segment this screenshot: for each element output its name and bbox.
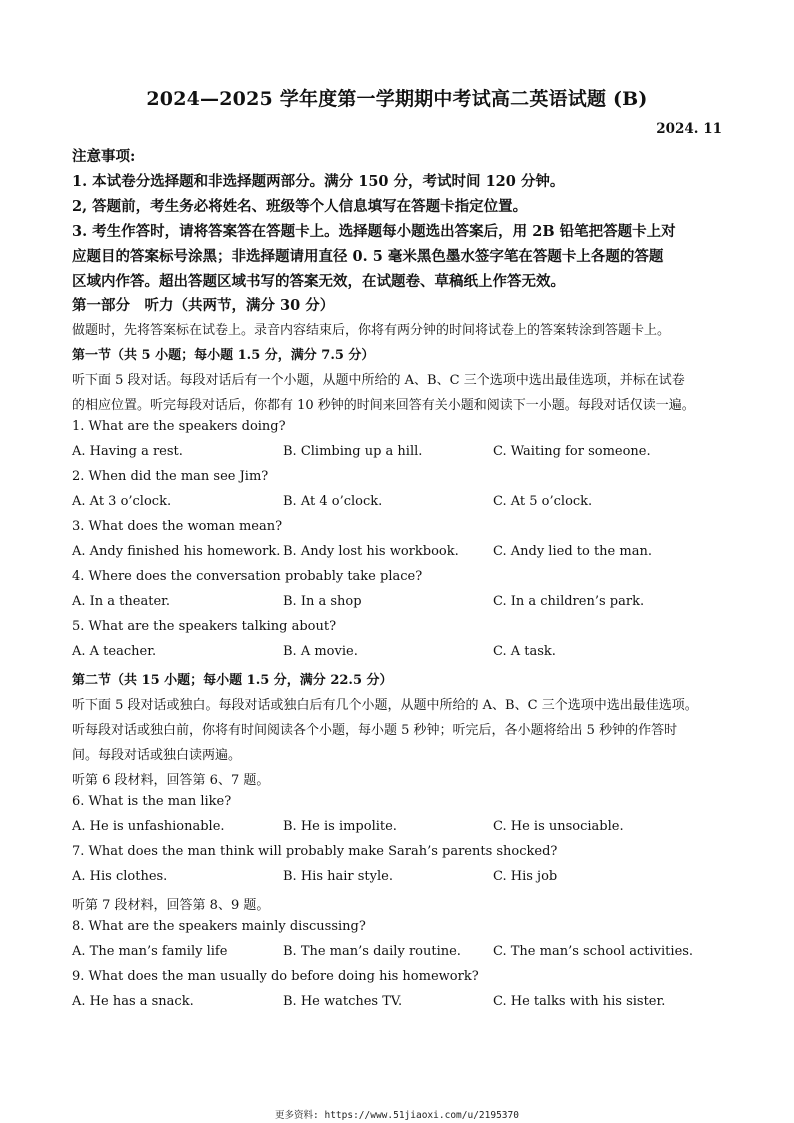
question-7: 7. What does the man think will probably make Sarah’s parents shocked? (72, 844, 558, 859)
q9-option-a: A. He has a snack. (72, 994, 194, 1009)
question-3: 3. What does the woman mean? (72, 519, 283, 534)
footer-link[interactable]: 更多资料: https://www.51jiaoxi.com/u/2195370 (275, 1110, 519, 1121)
q3-option-a: A. Andy finished his homework. (72, 544, 281, 559)
question-2: 2. When did the man see Jim? (72, 469, 269, 484)
q2-option-b: B. At 4 o’clock. (283, 494, 383, 509)
q9-option-c: C. He talks with his sister. (493, 994, 666, 1009)
q2-option-a: A. At 3 o’clock. (72, 494, 172, 509)
q8-option-b: B. The man’s daily routine. (283, 944, 461, 959)
q7-option-b: B. His hair style. (283, 869, 393, 884)
note-item-2: 2, 答题前，考生务必将姓名、班级等个人信息填写在答题卡指定位置。 (72, 198, 528, 215)
q5-option-b: B. A movie. (283, 644, 358, 659)
section1-instructions-line-1: 听下面 5 段对话。每段对话后有一个小题，从题中所给的 A、B、C 三个选项中选出最佳选项，并标在试卷 (72, 373, 685, 388)
q5-option-c: C. A task. (493, 644, 556, 659)
section1-instructions-line-2: 的相应位置。听完每段对话后，你都有 10 秒钟的时间来回答有关小题和阅读下一小题。每段对话仅读一遍。 (72, 398, 695, 413)
part1-heading: 第一部分 听力（共两节，满分 30 分） (72, 297, 335, 314)
note-item-1: 1. 本试卷分选择题和非选择题两部分。满分 150 分，考试时间 120 分钟。 (72, 173, 565, 190)
q9-option-b: B. He watches TV. (283, 994, 403, 1009)
section1-heading: 第一节（共 5 小题；每小题 1.5 分，满分 7.5 分） (72, 348, 375, 363)
q1-option-a: A. Having a rest. (72, 444, 183, 459)
q1-option-b: B. Climbing up a hill. (283, 444, 423, 459)
q8-option-a: A. The man’s family life (72, 944, 228, 959)
q3-option-c: C. Andy lied to the man. (493, 544, 652, 559)
q6-option-a: A. He is unfashionable. (72, 819, 225, 834)
question-8: 8. What are the speakers mainly discussing? (72, 919, 366, 934)
part1-intro: 做题时，先将答案标在试卷上。录音内容结束后，你将有两分钟的时间将试卷上的答案转涂到答题卡上。 (72, 323, 671, 338)
question-1: 1. What are the speakers doing? (72, 419, 286, 434)
q4-option-b: B. In a shop (283, 594, 362, 609)
q7-option-c: C. His job (493, 869, 558, 884)
q6-option-b: B. He is impolite. (283, 819, 397, 834)
q1-option-c: C. Waiting for someone. (493, 444, 651, 459)
q4-option-c: C. In a children’s park. (493, 594, 645, 609)
question-9: 9. What does the man usually do before doing his homework? (72, 969, 479, 984)
note-item-3-line-2: 应题目的答案标号涂黑；非选择题请用直径 0. 5 毫米黑色墨水签字笔在答题卡上各题的答题 (72, 248, 664, 265)
q2-option-c: C. At 5 o’clock. (493, 494, 593, 509)
note-item-3-line-1: 3. 考生作答时，请将答案答在答题卡上。选择题每小题选出答案后，用 2B 铅笔把答题卡上对 (72, 223, 676, 240)
section2-heading: 第二节（共 15 小题；每小题 1.5 分，满分 22.5 分） (72, 673, 393, 688)
q8-option-c: C. The man’s school activities. (493, 944, 694, 959)
q5-option-a: A. A teacher. (72, 644, 157, 659)
q3-option-b: B. Andy lost his workbook. (283, 544, 459, 559)
note-item-3-line-3: 区域内作答。超出答题区域书写的答案无效，在试题卷、草稿纸上作答无效。 (72, 273, 565, 290)
question-5: 5. What are the speakers talking about? (72, 619, 337, 634)
page-title: 2024—2025 学年度第一学期期中考试高二英语试题 (B) (146, 88, 648, 110)
section2-instructions-line-2: 听每段对话或独白前，你将有时间阅读各个小题，每小题 5 秒钟；听完后，各小题将给出 5 秒钟的作答时 (72, 723, 678, 738)
section2-instructions-line-1: 听下面 5 段对话或独白。每段对话或独白后有几个小题，从题中所给的 A、B、C 三个选项中选出最佳选项。 (72, 698, 698, 713)
question-6: 6. What is the man like? (72, 794, 232, 809)
material-7-label: 听第 7 段材料，回答第 8、9 题。 (72, 898, 270, 913)
q7-option-a: A. His clothes. (72, 869, 168, 884)
question-4: 4. Where does the conversation probably take place? (72, 569, 423, 584)
exam-date: 2024. 11 (656, 121, 722, 137)
material-6-label: 听第 6 段材料，回答第 6、7 题。 (72, 773, 270, 788)
notes-heading: 注意事项: (72, 148, 136, 165)
q6-option-c: C. He is unsociable. (493, 819, 624, 834)
section2-instructions-line-3: 间。每段对话或独白读两遍。 (72, 748, 242, 763)
q4-option-a: A. In a theater. (72, 594, 171, 609)
